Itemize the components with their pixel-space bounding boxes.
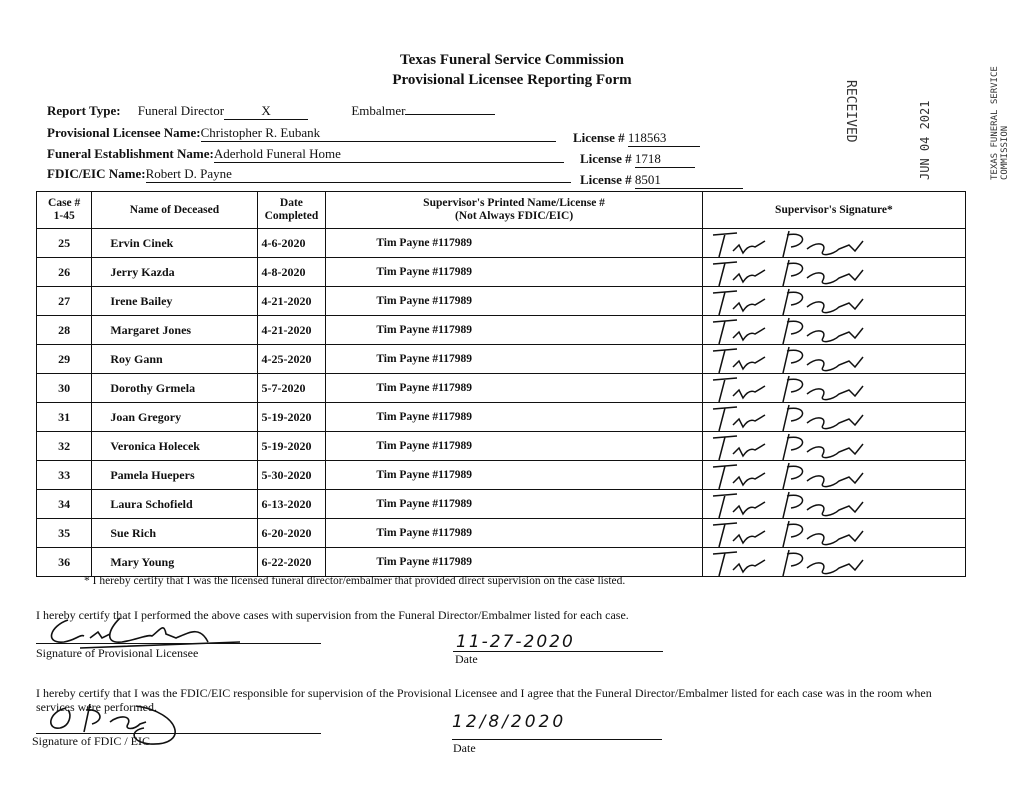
date-completed: 5-19-2020 [257,432,326,461]
received-stamp: RECEIVED [843,80,858,143]
fdic-row [47,166,571,183]
date-completed: 4-21-2020 [257,287,326,316]
received-stamp-date: JUN 04 2021 [918,100,932,180]
date-completed: 6-20-2020 [257,519,326,548]
supervisor-signature [702,316,965,345]
supervisor-signature [702,403,965,432]
fdic-license-label: License # [580,172,632,187]
case-number: 35 [37,519,92,548]
supervisor-name: Tim Payne #117989 [326,548,702,577]
funeral-director-mark[interactable]: X [224,103,308,120]
column-header-supervisor: Supervisor's Printed Name/License # (Not Always FDIC/EIC) [326,192,702,229]
table-row [37,490,966,519]
supervisor-signature [702,461,965,490]
supervisor-signature [702,519,965,548]
case-number: 31 [37,403,92,432]
table-row [37,374,966,403]
case-number: 30 [37,374,92,403]
fdic-license-row [580,172,743,189]
deceased-name: Irene Bailey [92,287,257,316]
table-header-row [37,192,966,229]
establishment-name[interactable]: Aderhold Funeral Home [214,146,564,163]
deceased-name: Sue Rich [92,519,257,548]
table-row [37,461,966,490]
licensee-row [47,125,556,142]
establishment-label: Funeral Establishment Name: [47,146,214,161]
supervisor-name: Tim Payne #117989 [326,461,702,490]
deceased-name: Joan Gregory [92,403,257,432]
supervisor-name: Tim Payne #117989 [326,316,702,345]
supervisor-name: Tim Payne #117989 [326,287,702,316]
column-header-date: Date Completed [257,192,326,229]
date-completed: 4-25-2020 [257,345,326,374]
licensee-signature-date[interactable]: 11-27-2020 [456,632,575,652]
deceased-name: Roy Gann [92,345,257,374]
certification-1-text: I hereby certify that I performed the above cases with supervision from the Funeral Director/Embalmer listed for each case. [36,608,629,622]
case-number: 36 [37,548,92,577]
fdic-date-label: Date [453,741,476,755]
embalmer-mark[interactable] [405,114,495,115]
date-completed: 5-30-2020 [257,461,326,490]
case-number: 32 [37,432,92,461]
deceased-name: Veronica Holecek [92,432,257,461]
supervisor-signature [702,374,965,403]
supervisor-name: Tim Payne #117989 [326,403,702,432]
establishment-license-label: License # [580,151,632,166]
licensee-signature-label: Signature of Provisional Licensee [36,646,199,660]
deceased-name: Pamela Huepers [92,461,257,490]
case-number: 26 [37,258,92,287]
case-number: 27 [37,287,92,316]
table-row [37,345,966,374]
table-row [37,548,966,577]
supervisor-signature [702,432,965,461]
footnote: * I hereby certify that I was the licensed funeral director/embalmer that provided direct supervision on the case listed. [84,575,626,587]
establishment-row [47,146,564,163]
report-type-row [47,103,495,120]
licensee-date-label: Date [455,652,478,666]
table-row [37,403,966,432]
licensee-license-label: License # [573,130,625,145]
fdic-name[interactable]: Robert D. Payne [146,166,571,183]
fdic-license[interactable]: 8501 [635,172,743,189]
deceased-name: Laura Schofield [92,490,257,519]
supervisor-name: Tim Payne #117989 [326,229,702,258]
date-completed: 6-22-2020 [257,548,326,577]
received-stamp-agency: TEXAS FUNERAL SERVICE COMMISSION [990,66,1010,180]
case-number: 25 [37,229,92,258]
form-subtitle: Provisional Licensee Reporting Form [392,72,632,88]
case-table [36,191,966,577]
table-row [37,519,966,548]
fdic-label: FDIC/EIC Name: [47,166,146,181]
date-completed: 5-7-2020 [257,374,326,403]
deceased-name: Mary Young [92,548,257,577]
embalmer-label: Embalmer [351,103,406,118]
table-row [37,229,966,258]
supervisor-signature [702,287,965,316]
date-completed: 4-6-2020 [257,229,326,258]
licensee-license-row [573,130,700,147]
supervisor-name: Tim Payne #117989 [326,519,702,548]
supervisor-name: Tim Payne #117989 [326,374,702,403]
licensee-name[interactable]: Christopher R. Eubank [201,125,556,142]
date-completed: 4-8-2020 [257,258,326,287]
supervisor-signature [702,548,965,577]
date-completed: 5-19-2020 [257,403,326,432]
supervisor-name: Tim Payne #117989 [326,490,702,519]
table-row [37,287,966,316]
establishment-license-row [580,151,695,168]
table-row [37,258,966,287]
supervisor-name: Tim Payne #117989 [326,345,702,374]
report-type-label: Report Type: [47,103,121,118]
establishment-license[interactable]: 1718 [635,151,695,168]
supervisor-name: Tim Payne #117989 [326,258,702,287]
form-title: Texas Funeral Service Commission [399,52,625,68]
supervisor-signature [702,345,965,374]
supervisor-name: Tim Payne #117989 [326,432,702,461]
date-completed: 6-13-2020 [257,490,326,519]
fdic-signature-label: Signature of FDIC / EIC [32,734,150,748]
case-number: 34 [37,490,92,519]
funeral-director-label: Funeral Director [137,103,225,118]
date-completed: 4-21-2020 [257,316,326,345]
fdic-signature-date[interactable]: 12/8/2020 [452,712,567,732]
supervisor-signature [702,490,965,519]
column-header-deceased: Name of Deceased [92,192,257,229]
deceased-name: Dorothy Grmela [92,374,257,403]
deceased-name: Jerry Kazda [92,258,257,287]
supervisor-signature [702,258,965,287]
supervisor-signature [702,229,965,258]
deceased-name: Ervin Cinek [92,229,257,258]
case-number: 29 [37,345,92,374]
certification-2-text: I hereby certify that I was the FDIC/EIC responsible for supervision of the Provisional Licensee and I agree that the Funeral Director/Embalmer listed for each case was in the room when services were performed. [36,686,932,714]
column-header-case: Case # 1-45 [37,192,92,229]
licensee-label: Provisional Licensee Name: [47,125,201,140]
case-number: 33 [37,461,92,490]
column-header-signature: Supervisor's Signature* [702,192,965,229]
case-number: 28 [37,316,92,345]
deceased-name: Margaret Jones [92,316,257,345]
table-row [37,316,966,345]
table-row [37,432,966,461]
licensee-license[interactable]: 118563 [628,130,700,147]
